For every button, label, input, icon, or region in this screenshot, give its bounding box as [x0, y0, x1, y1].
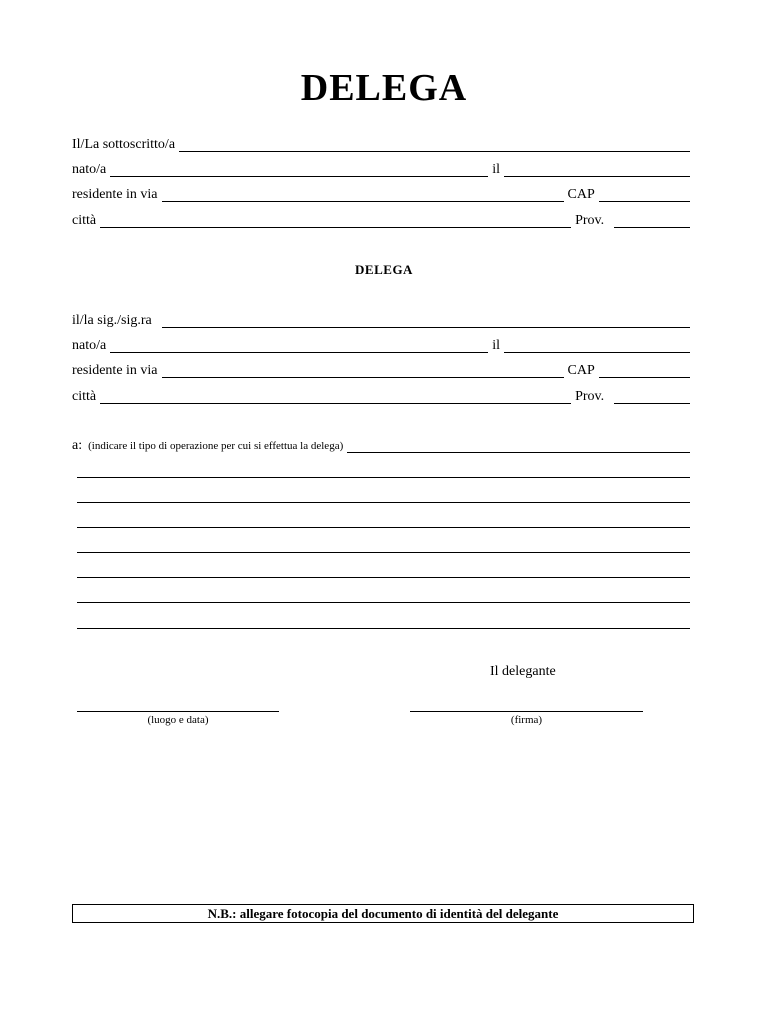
delegator-birthdate-field[interactable] [504, 176, 690, 177]
delegate-address-label: residente in via [72, 363, 158, 378]
delegate-address-row [72, 360, 690, 380]
delegator-name-field[interactable] [179, 151, 690, 152]
signature-field[interactable] [410, 711, 643, 712]
operation-line[interactable] [77, 552, 690, 553]
delegator-zip-label: CAP [567, 187, 595, 202]
delegator-province-label: Prov. [575, 213, 605, 228]
delegate-birth-row [72, 335, 690, 355]
delegator-address-label: residente in via [72, 187, 158, 202]
delegate-city-label: città [72, 389, 97, 404]
delegate-born-label: nato/a [72, 338, 107, 353]
delegator-address-row [72, 184, 690, 204]
delegate-city-field[interactable] [100, 403, 571, 404]
note-box [72, 904, 694, 923]
delegator-born-label: nato/a [72, 162, 107, 177]
operation-hint: (indicare il tipo di operazione per cui si effettua la delega) [88, 440, 344, 452]
delegate-name-field[interactable] [162, 327, 690, 328]
delegate-province-field[interactable] [614, 403, 690, 404]
signer-label: Il delegante [490, 664, 556, 679]
operation-row [72, 435, 690, 455]
delegator-city-field[interactable] [100, 227, 571, 228]
signature-caption: (firma) [510, 714, 543, 726]
operation-line[interactable] [77, 477, 690, 478]
operation-line[interactable] [77, 527, 690, 528]
delegate-birthplace-field[interactable] [110, 352, 488, 353]
delegator-zip-field[interactable] [599, 201, 690, 202]
place-date-field[interactable] [77, 711, 279, 712]
delegator-address-field[interactable] [162, 201, 564, 202]
delegator-name-label: Il/La sottoscritto/a [72, 137, 176, 152]
section-title: DELEGA [355, 262, 413, 277]
delegate-name-row [72, 310, 690, 330]
delegate-date-label: il [492, 338, 500, 353]
delegator-birthplace-field[interactable] [110, 176, 488, 177]
delegate-zip-field[interactable] [599, 377, 690, 378]
operation-line[interactable] [77, 602, 690, 603]
delegator-city-row [72, 210, 690, 230]
delegator-city-label: città [72, 213, 97, 228]
delegate-birthdate-field[interactable] [504, 352, 690, 353]
note-text: N.B.: allegare fotocopia del documento di identità del delegante [207, 905, 559, 921]
delegate-city-row [72, 386, 690, 406]
operation-field[interactable] [347, 452, 690, 453]
delegator-name-row [72, 134, 690, 154]
delegate-province-label: Prov. [575, 389, 605, 404]
operation-prefix: a: [72, 438, 83, 453]
place-date-caption: (luogo e data) [147, 714, 209, 726]
delegate-zip-label: CAP [567, 363, 595, 378]
document-title: DELEGA [300, 67, 468, 109]
operation-line[interactable] [77, 577, 690, 578]
delegate-name-label: il/la sig./sig.ra [72, 313, 152, 328]
operation-line[interactable] [77, 502, 690, 503]
delegator-birth-row [72, 159, 690, 179]
operation-line[interactable] [77, 628, 690, 629]
delegator-province-field[interactable] [614, 227, 690, 228]
delegator-date-label: il [492, 162, 500, 177]
delegate-address-field[interactable] [162, 377, 564, 378]
